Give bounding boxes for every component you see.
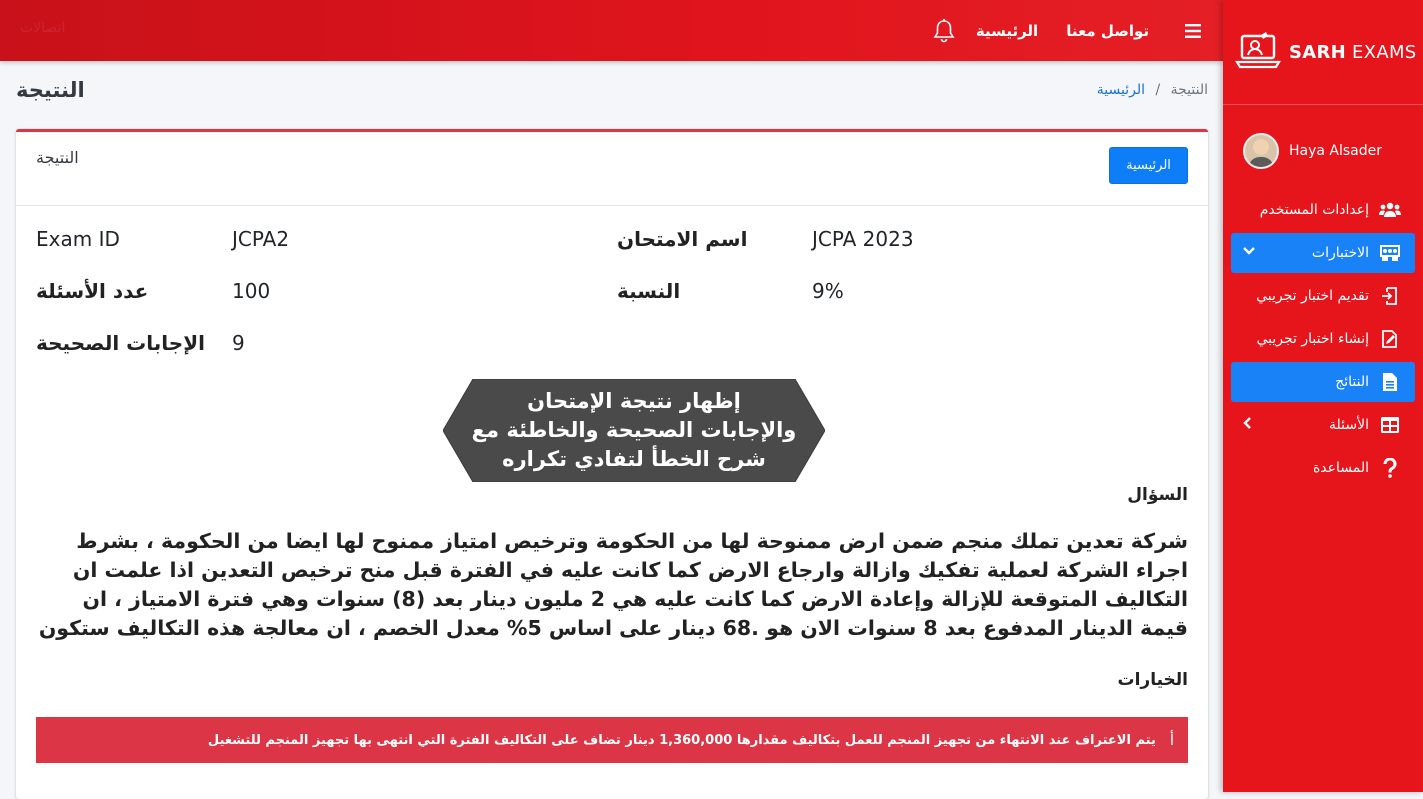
answer-option[interactable] <box>36 717 1188 763</box>
sidebar-item-label: الاختبارات <box>1311 245 1369 261</box>
file-icon <box>1379 373 1401 391</box>
exam-name-label: اسم الامتحان <box>617 227 748 251</box>
home-link[interactable]: الرئيسية <box>975 21 1039 40</box>
chevron-down-icon <box>1243 245 1255 259</box>
user-name: Haya Alsader <box>1289 143 1383 159</box>
sidebar-item-label: إعدادات المستخدم <box>1259 202 1369 218</box>
options-label: الخيارات <box>1117 670 1188 690</box>
top-navbar <box>0 0 1223 61</box>
top-nav <box>926 0 1223 61</box>
chalkboard-icon <box>1379 245 1401 261</box>
feature-banner <box>443 379 825 482</box>
sidebar-item-help[interactable] <box>1231 448 1415 488</box>
faint-text: اتصالات <box>20 20 66 36</box>
sign-in-icon <box>1379 287 1401 305</box>
banner-line-2: والإجابات الصحيحة والخاطئة مع <box>471 418 797 442</box>
banner-line-1: إظهار نتيجة الإمتحان <box>527 389 741 413</box>
sidebar-item-label: المساعدة <box>1312 460 1369 476</box>
sidebar-item-label: النتائج <box>1335 374 1369 390</box>
breadcrumb-home-link[interactable]: الرئيسية <box>1096 82 1145 98</box>
result-card <box>16 129 1208 799</box>
question-label: السؤال <box>1127 485 1188 505</box>
sidebar-menu <box>1223 180 1423 488</box>
sidebar-item-take-practice-exam[interactable] <box>1231 276 1415 316</box>
avatar <box>1243 133 1279 169</box>
breadcrumb-current: النتيجة <box>1170 82 1208 98</box>
contact-link[interactable]: تواصل معنا <box>1066 21 1149 40</box>
answer-letter: أ <box>1169 731 1174 749</box>
breadcrumb <box>1097 82 1208 98</box>
card-title: النتيجة <box>36 148 79 167</box>
sidebar-item-label: إنشاء اختبار تجريبي <box>1256 331 1369 347</box>
ratio-value: 9% <box>812 279 844 303</box>
banner-line-3: شرح الخطأ لتفادي تكراره <box>502 447 766 471</box>
exam-id-value: JCPA2 <box>232 227 290 251</box>
home-button[interactable]: الرئيسية <box>1109 147 1188 184</box>
exam-info <box>36 227 1186 377</box>
sidebar-item-exams[interactable] <box>1231 233 1415 273</box>
questions-count-label: عدد الأسئلة <box>36 279 149 303</box>
sidebar-item-create-practice-exam[interactable] <box>1231 319 1415 359</box>
content-header <box>16 75 1208 115</box>
exam-id-label: Exam ID <box>36 227 120 251</box>
table-icon <box>1379 417 1401 433</box>
edit-doc-icon <box>1379 330 1401 348</box>
questions-count-value: 100 <box>232 279 271 303</box>
exam-name-value: JCPA 2023 <box>812 227 914 251</box>
correct-answers-value: 9 <box>232 331 245 355</box>
brand[interactable] <box>1223 0 1423 105</box>
sidebar <box>1223 0 1423 792</box>
users-icon <box>1379 202 1401 218</box>
question-text: شركة تعدين تملك منجم ضمن ارض ممنوحة لها من الحكومة وترخيص امتياز ممنوح لها ايضا من الحكومة ، بشرط اجراء الشركة لعملية تفكيك وازالة وارجاع الارض كما كانت عليه في الفترة قبل منح ترخيص التعدين اذا علمت ان التكاليف المتوقعة للإزالة وإعادة الارض كما كانت عليه هي 2 مليون دينار بعد (8) سنوات وهي فترة الامتياز ، ان قيمة الدينار المدفوع بعد 8 سنوات الان هو .68 دينار على اساس 5% معدل الخصم ، ان معالجة هذه التكاليف ستكون <box>38 529 1188 640</box>
ratio-label: النسبة <box>617 279 681 303</box>
laptop-logo-icon <box>1235 31 1281 73</box>
sidebar-item-results[interactable] <box>1231 362 1415 402</box>
breadcrumb-separator: / <box>1155 82 1161 98</box>
correct-answers-label: الإجابات الصحيحة <box>36 331 205 355</box>
user-panel[interactable] <box>1223 105 1423 180</box>
brand-name: SARH EXAMS <box>1289 41 1417 63</box>
banner-text <box>443 379 825 482</box>
chevron-left-icon <box>1243 417 1253 432</box>
bell-icon[interactable] <box>926 19 962 43</box>
hamburger-icon[interactable] <box>1163 0 1223 61</box>
question-icon <box>1379 458 1401 478</box>
sidebar-item-user-settings[interactable] <box>1231 190 1415 230</box>
sidebar-item-label: تقديم اختبار تجريبي <box>1256 288 1369 304</box>
sidebar-item-label: الأسئلة <box>1329 417 1369 433</box>
answer-text: يتم الاعتراف عند الانتهاء من تجهيز المنجم للعمل بتكاليف مقدارها 1,360,000 دينار تضاف على التكاليف الفترة التي انتهى بها تجهيز المنجم للتشغيل <box>207 732 1156 748</box>
page-title: النتيجة <box>16 78 85 102</box>
card-header <box>16 132 1208 206</box>
sidebar-item-questions[interactable] <box>1231 405 1415 445</box>
